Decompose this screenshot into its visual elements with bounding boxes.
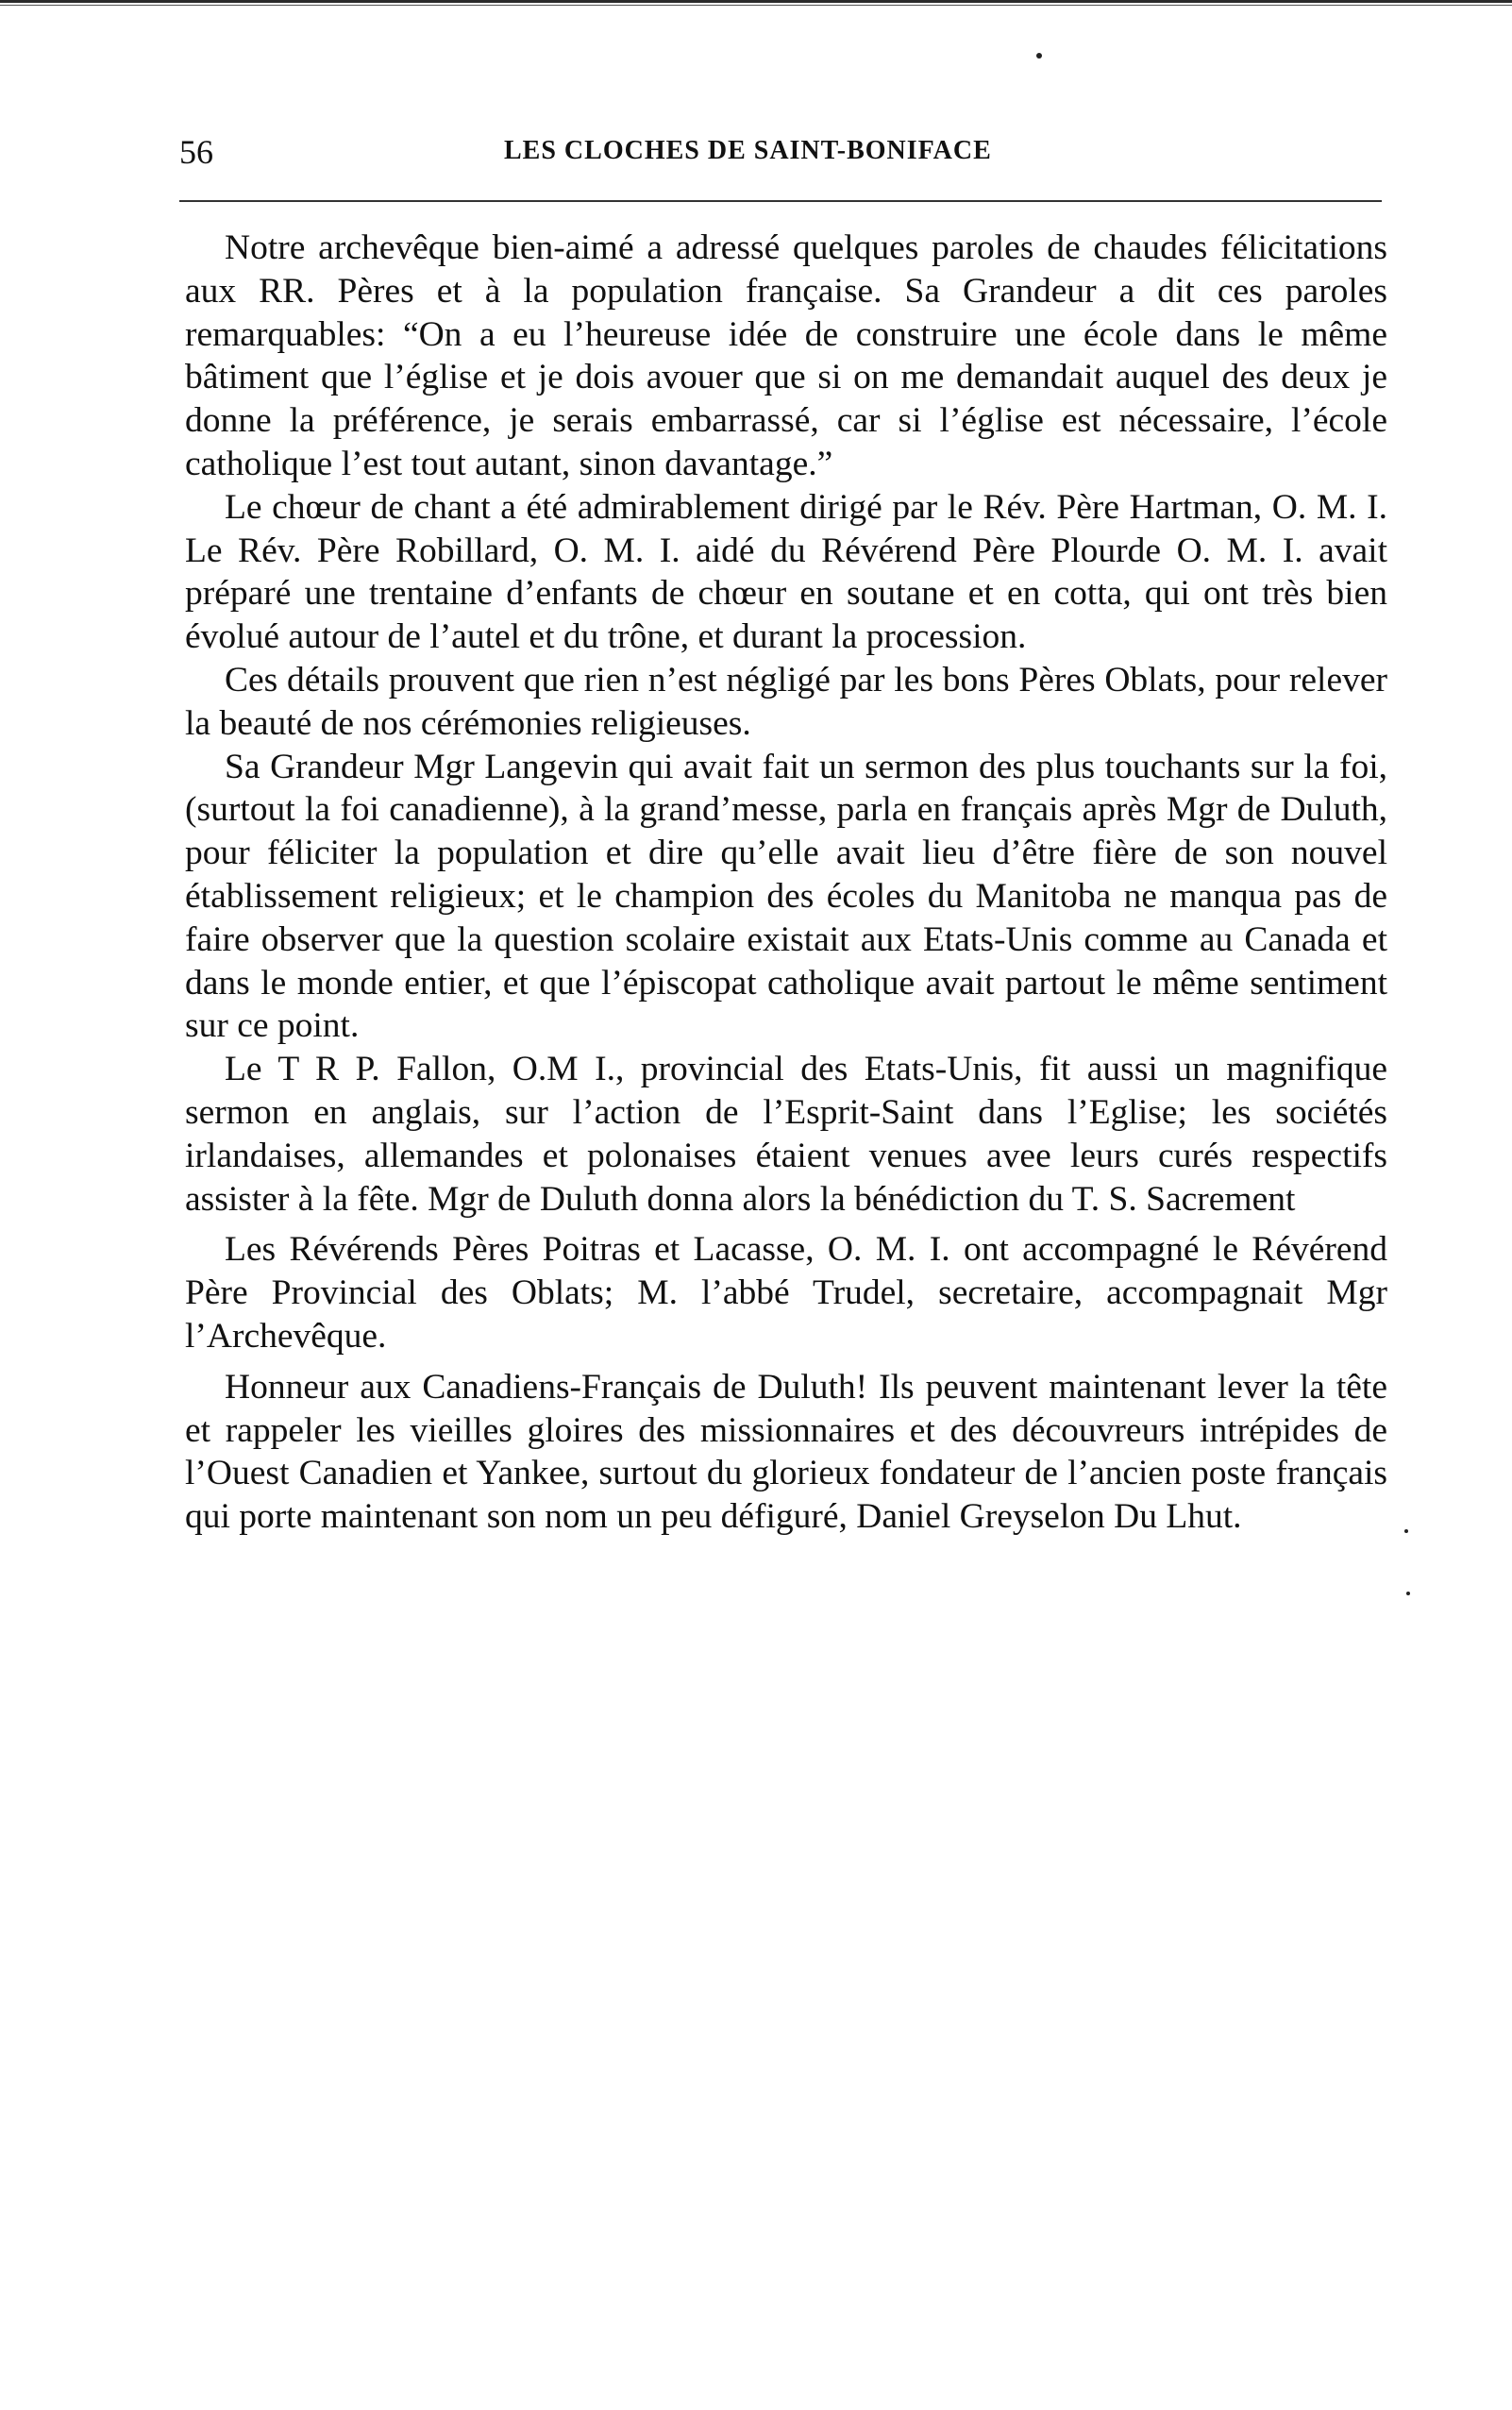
top-border-rule [0, 0, 1512, 9]
paragraph: Honneur aux Canadiens-Français de Duluth! Ils peuvent maintenant lever la tête et rappeler les vieilles gloires des missionnaires et des découvreurs intrépides de l’Ouest Canadien et Yankee, surtout du glorieux fondateur de l’ancien poste français qui porte maintenant son nom un peu défiguré, Daniel Greyselon Du Lhut. [185, 1367, 1387, 1537]
paragraph: Ces détails prouvent que rien n’est négligé par les bons Pères Oblats, pour relever la beauté de nos cérémonies religieuses. [185, 660, 1387, 743]
print-speck [1036, 53, 1042, 59]
paragraph: Notre archevêque bien-aimé a adressé quelques paroles de chaudes félicitations aux RR. Pères et à la population française. Sa Grandeur a dit ces paroles remarquables: “On a eu l’heureuse idée de construire une école dans le même bâtiment que l’église et je dois avouer que si on me demandait auquel des deux je donne la préférence, je serais embarrassé, car si l’église est nécessaire, l’école catholique l’est tout autant, sinon davantage.” [185, 228, 1387, 483]
page-number: 56 [179, 133, 213, 171]
header-rule [179, 200, 1382, 202]
page-header [179, 132, 1382, 179]
paragraph: Les Révérends Pères Poitras et Lacasse, O. M. I. ont accompagné le Révérend Père Provincial des Oblats; M. l’abbé Trudel, secretaire, accompagnait Mgr l’Archevêque. [185, 1230, 1387, 1356]
print-speck [1406, 1592, 1410, 1595]
body-text [185, 227, 1387, 1539]
paragraph: Le chœur de chant a été admirablement dirigé par le Rév. Père Hartman, O. M. I. Le Rév. Père Robillard, O. M. I. aidé du Révérend Père Plourde O. M. I. avait préparé une trentaine d’enfants de chœur en soutane et en cotta, qui ont très bien évolué autour de l’autel et du trône, et durant la procession. [185, 487, 1387, 657]
print-speck [1404, 1529, 1408, 1533]
running-title: LES CLOCHES DE SAINT-BONIFACE [504, 136, 992, 165]
paragraph: Sa Grandeur Mgr Langevin qui avait fait un sermon des plus touchants sur la foi, (surtout la foi canadienne), à la grand’messe, parla en français après Mgr de Duluth, pour féliciter la population et dire qu’elle avait lieu d’être fière de son nouvel établissement religieux; et le champion des écoles du Manitoba ne manqua pas de faire observer que la question scolaire existait aux Etats-Unis comme au Canada et dans le monde entier, et que l’épiscopat catholique avait partout le même sentiment sur ce point. [185, 747, 1387, 1046]
paragraph: Le T R P. Fallon, O.M I., provincial des Etats-Unis, fit aussi un magnifique sermon en anglais, sur l’action de l’Esprit-Saint dans l’Eglise; les sociétés irlandaises, allemandes et polonaises étaient venues avee leurs curés respectifs assister à la fête. Mgr de Duluth donna alors la bénédiction du T. S. Sacrement [185, 1050, 1387, 1219]
